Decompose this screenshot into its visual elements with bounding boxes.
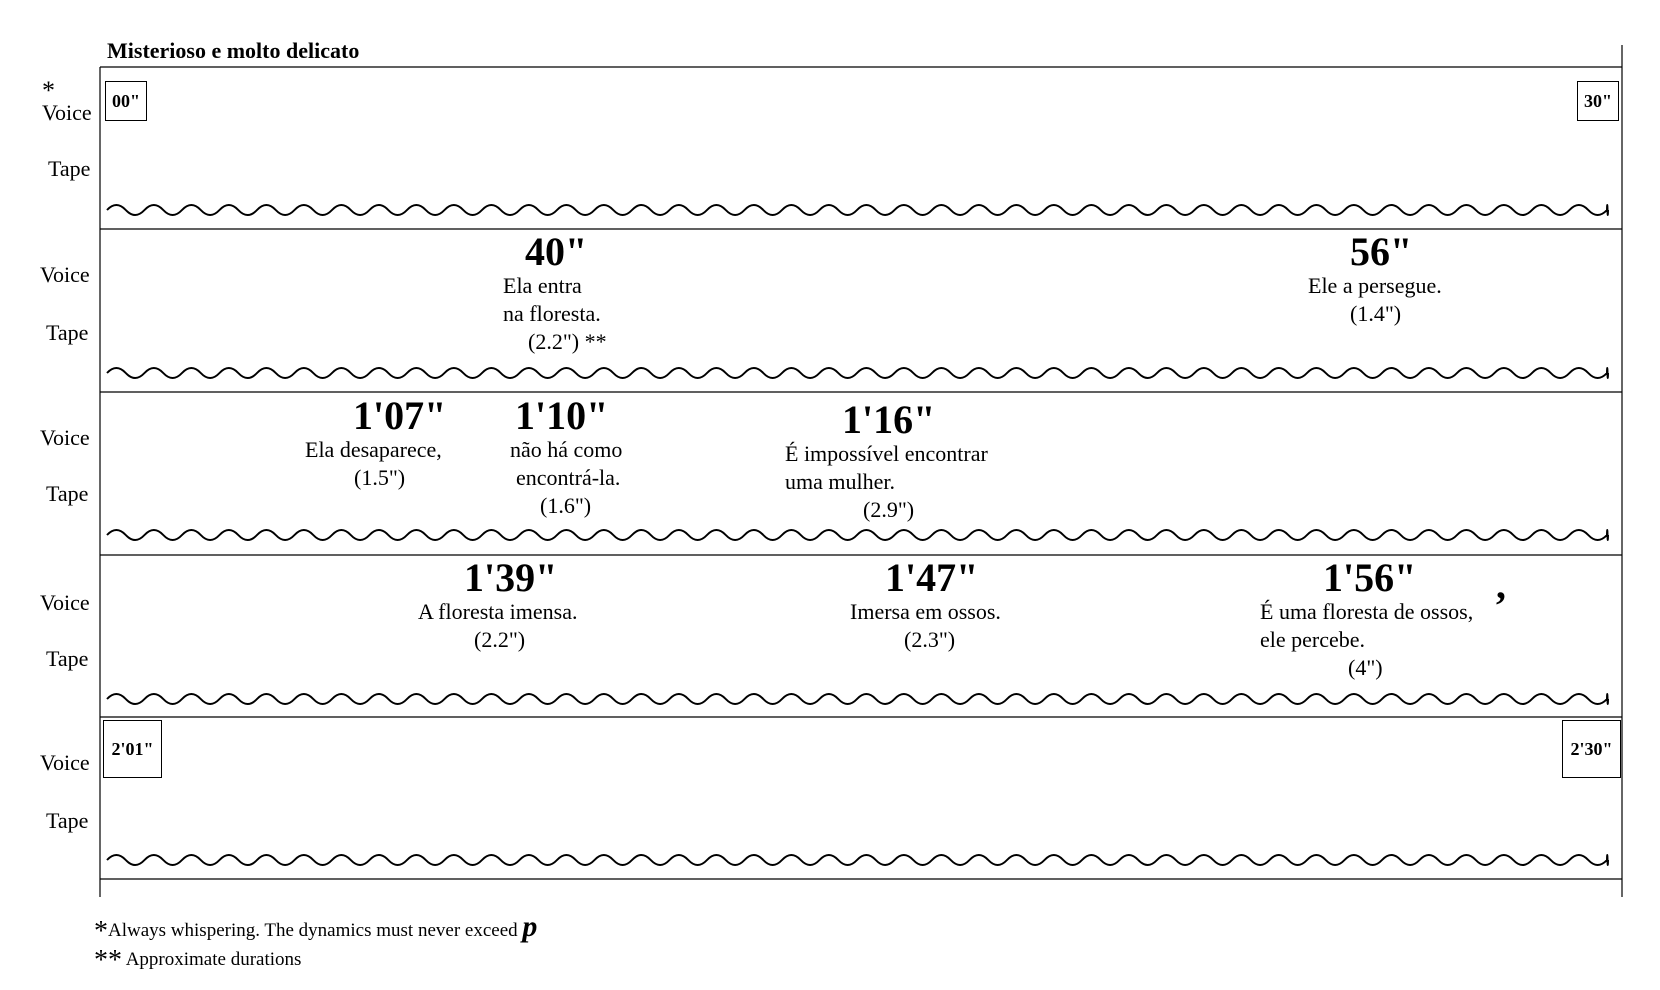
footnote-1-text: Always whispering. The dynamics must never exceed [108,920,518,941]
tape-wave-line [107,694,1608,704]
tape-wave-line [107,205,1608,215]
system-5-tape-label: Tape [46,808,89,833]
cue-text: Imersa em ossos. [850,599,1001,624]
cue-duration: (2.2") [474,627,526,652]
cue-duration: (1.5") [354,465,406,490]
cue-time: 1'56" [1323,555,1417,600]
system-3-voice-label: Voice [40,425,90,450]
breath-mark: ’ [1494,583,1508,628]
system-5-voice-label: Voice [40,750,90,775]
cue-time: 1'39" [464,555,558,600]
cue-duration: (2.2") ** [528,329,607,354]
cue-time: 56" [1350,229,1413,274]
system-4-voice-label: Voice [40,590,90,615]
cue-time: 1'16" [842,397,936,442]
cue-duration: (2.9") [863,497,915,522]
footnote-1-mark: * [94,916,108,947]
cue-event [1308,229,1442,328]
cue-time: 1'47" [885,555,979,600]
cue-event [510,393,623,520]
system-3-tape-label: Tape [46,481,89,506]
time-box-end: 2'30" [1562,720,1621,778]
system-2-voice-label: Voice [40,262,90,287]
system-1-voice-label: Voice [42,100,92,125]
system-4-tape-label: Tape [46,646,89,671]
time-box-start: 2'01" [103,720,162,778]
time-box-end: 30" [1577,81,1619,121]
footnote-2 [94,945,301,977]
cue-text: uma mulher. [785,469,895,494]
cue-event [418,555,578,654]
cue-duration: (2.3") [904,627,956,652]
cue-text: É impossível encontrar [785,441,988,466]
voice-footnote-mark: * [42,76,55,105]
cue-text: A floresta imensa. [418,599,578,624]
cue-event [1260,555,1474,682]
cue-text: Ela desaparece, [305,437,442,462]
footnote-2-text: Approximate durations [125,949,302,970]
cue-time: 1'07" [353,393,447,438]
time-box-start: 00" [105,81,147,121]
system-1-tape-label: Tape [48,156,91,181]
cue-event [785,397,988,524]
tempo-marking: Misterioso e molto delicato [107,38,360,63]
system-2-tape-label: Tape [46,320,89,345]
footnote-1 [94,910,537,948]
cue-text: É uma floresta de ossos, [1260,599,1474,624]
cue-text: ele percebe. [1260,627,1366,652]
tape-wave-line [107,530,1608,540]
cue-duration: (1.4") [1350,301,1402,326]
cue-event [850,555,1001,654]
cue-text: Ela entra [503,273,582,298]
tape-wave-line [107,855,1608,865]
cue-event [305,393,447,492]
dynamic-marking: p [522,910,538,943]
cue-text: na floresta. [503,301,601,326]
footnote-2-mark: ** [94,945,122,976]
cue-text: não há como [510,437,623,462]
cue-text: Ele a persegue. [1308,273,1442,298]
cue-text: encontrá-la. [516,465,621,490]
tape-wave-line [107,368,1608,378]
cue-event [503,229,607,356]
cue-duration: (4") [1348,655,1383,680]
cue-time: 1'10" [515,393,609,438]
cue-duration: (1.6") [540,493,592,518]
cue-time: 40" [525,229,588,274]
